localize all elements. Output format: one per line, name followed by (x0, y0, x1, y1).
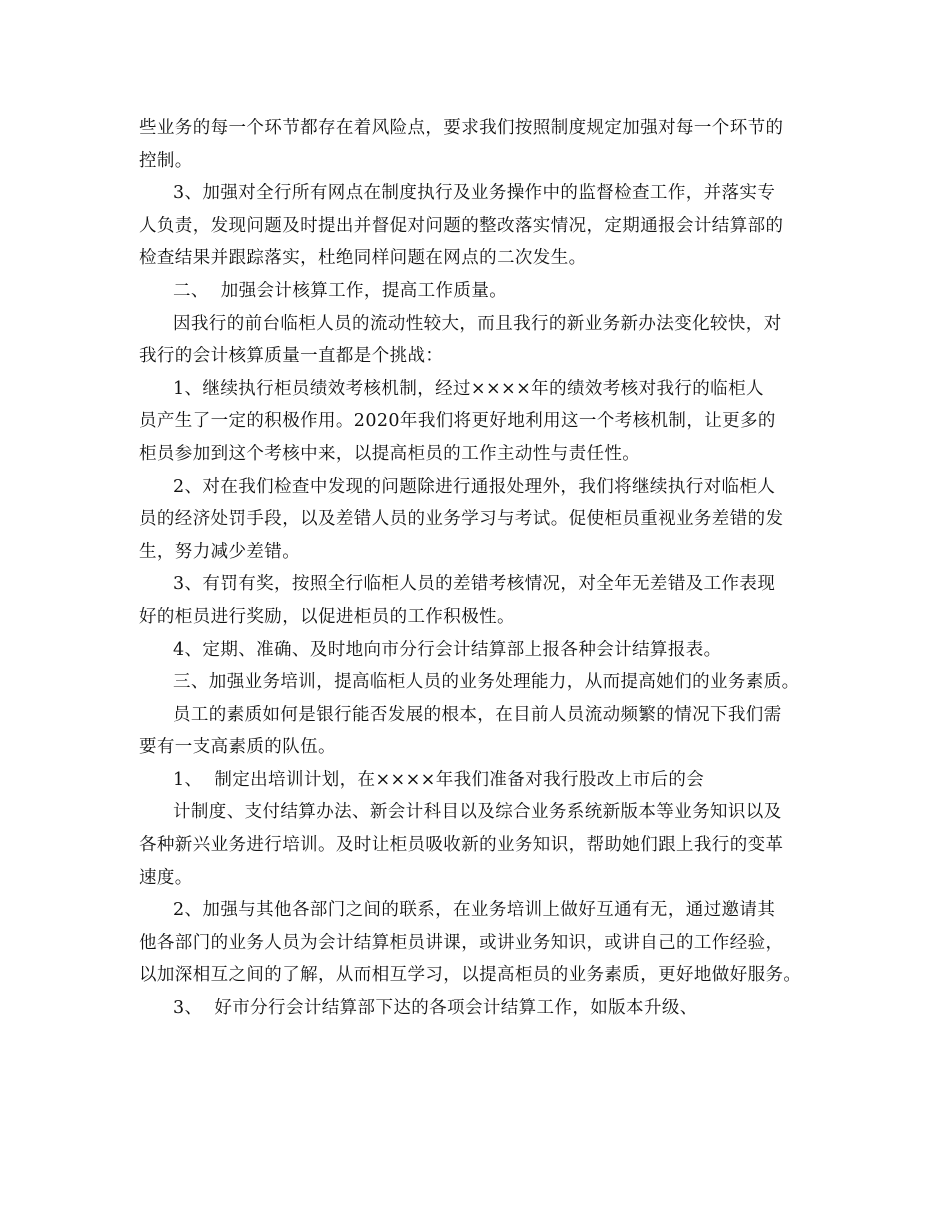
text-line: 他各部门的业务人员为会计结算柜员讲课，或讲业务知识，或讲自己的工作经验， (139, 932, 784, 953)
text-line: 4、定期、准确、及时地向市分行会计结算部上报各种会计结算报表。 (173, 639, 722, 660)
text-line: 员产生了一定的积极作用。2020年我们将更好地利用这一个考核机制，让更多的 (139, 411, 776, 432)
section-heading: 二、 加强会计核算工作，提高工作质量。 (173, 280, 508, 301)
text-line: 2、对在我们检查中发现的问题除进行通报处理外，我们将继续执行对临柜人 (173, 476, 776, 497)
text-line: 计制度、支付结算办法、新会计科目以及综合业务系统新版本等业务知识以及 (173, 802, 782, 823)
text-line: 生，努力减少差错。 (139, 541, 301, 562)
text-line: 人负责，发现问题及时提出并督促对问题的整改落实情况，定期通报会计结算部的 (139, 215, 784, 236)
text-line: 好的柜员进行奖励，以促进柜员的工作积极性。 (139, 606, 515, 627)
text-line: 要有一支高素质的队伍。 (139, 737, 336, 758)
text-line: 2、加强与其他各部门之间的联系，在业务培训上做好互通有无，通过邀请其 (173, 900, 776, 921)
text-line: 以加深相互之间的了解，从而相互学习，以提高柜员的业务素质，更好地做好服务。 (139, 965, 802, 986)
text-line: 因我行的前台临柜人员的流动性较大，而且我行的新业务新办法变化较快，对 (173, 313, 782, 334)
text-line: 3、加强对全行所有网点在制度执行及业务操作中的监督检查工作，并落实专 (173, 183, 776, 204)
text-line: 员工的素质如何是银行能否发展的根本，在目前人员流动频繁的情况下我们需 (173, 704, 782, 725)
section-heading: 三、加强业务培训，提高临柜人员的业务处理能力，从而提高她们的业务素质。 (173, 672, 800, 693)
text-line: 1、 制定出培训计划，在××××年我们准备对我行股改上市后的会 (173, 769, 705, 790)
text-line: 各种新兴业务进行培训。及时让柜员吸收新的业务知识，帮助她们跟上我行的变革 (139, 835, 784, 856)
text-line: 柜员参加到这个考核中来，以提高柜员的工作主动性与责任性。 (139, 443, 641, 464)
text-line: 1、继续执行柜员绩效考核机制，经过××××年的绩效考核对我行的临柜人 (173, 378, 764, 399)
text-line: 检查结果并跟踪落实，杜绝同样问题在网点的二次发生。 (139, 248, 587, 269)
text-line: 员的经济处罚手段，以及差错人员的业务学习与考试。促使柜员重视业务差错的发 (139, 509, 784, 530)
text-line: 我行的会计核算质量一直都是个挑战： (139, 346, 444, 367)
text-line: 控制。 (139, 150, 193, 171)
text-line: 速度。 (139, 867, 193, 888)
text-line: 些业务的每一个环节都存在着风险点，要求我们按照制度规定加强对每一个环节的 (139, 118, 784, 138)
text-line: 3、 好市分行会计结算部下达的各项会计结算工作，如版本升级、 (173, 998, 698, 1019)
document-body (139, 112, 829, 1025)
text-line: 3、有罚有奖，按照全行临柜人员的差错考核情况，对全年无差错及工作表现 (173, 574, 776, 595)
